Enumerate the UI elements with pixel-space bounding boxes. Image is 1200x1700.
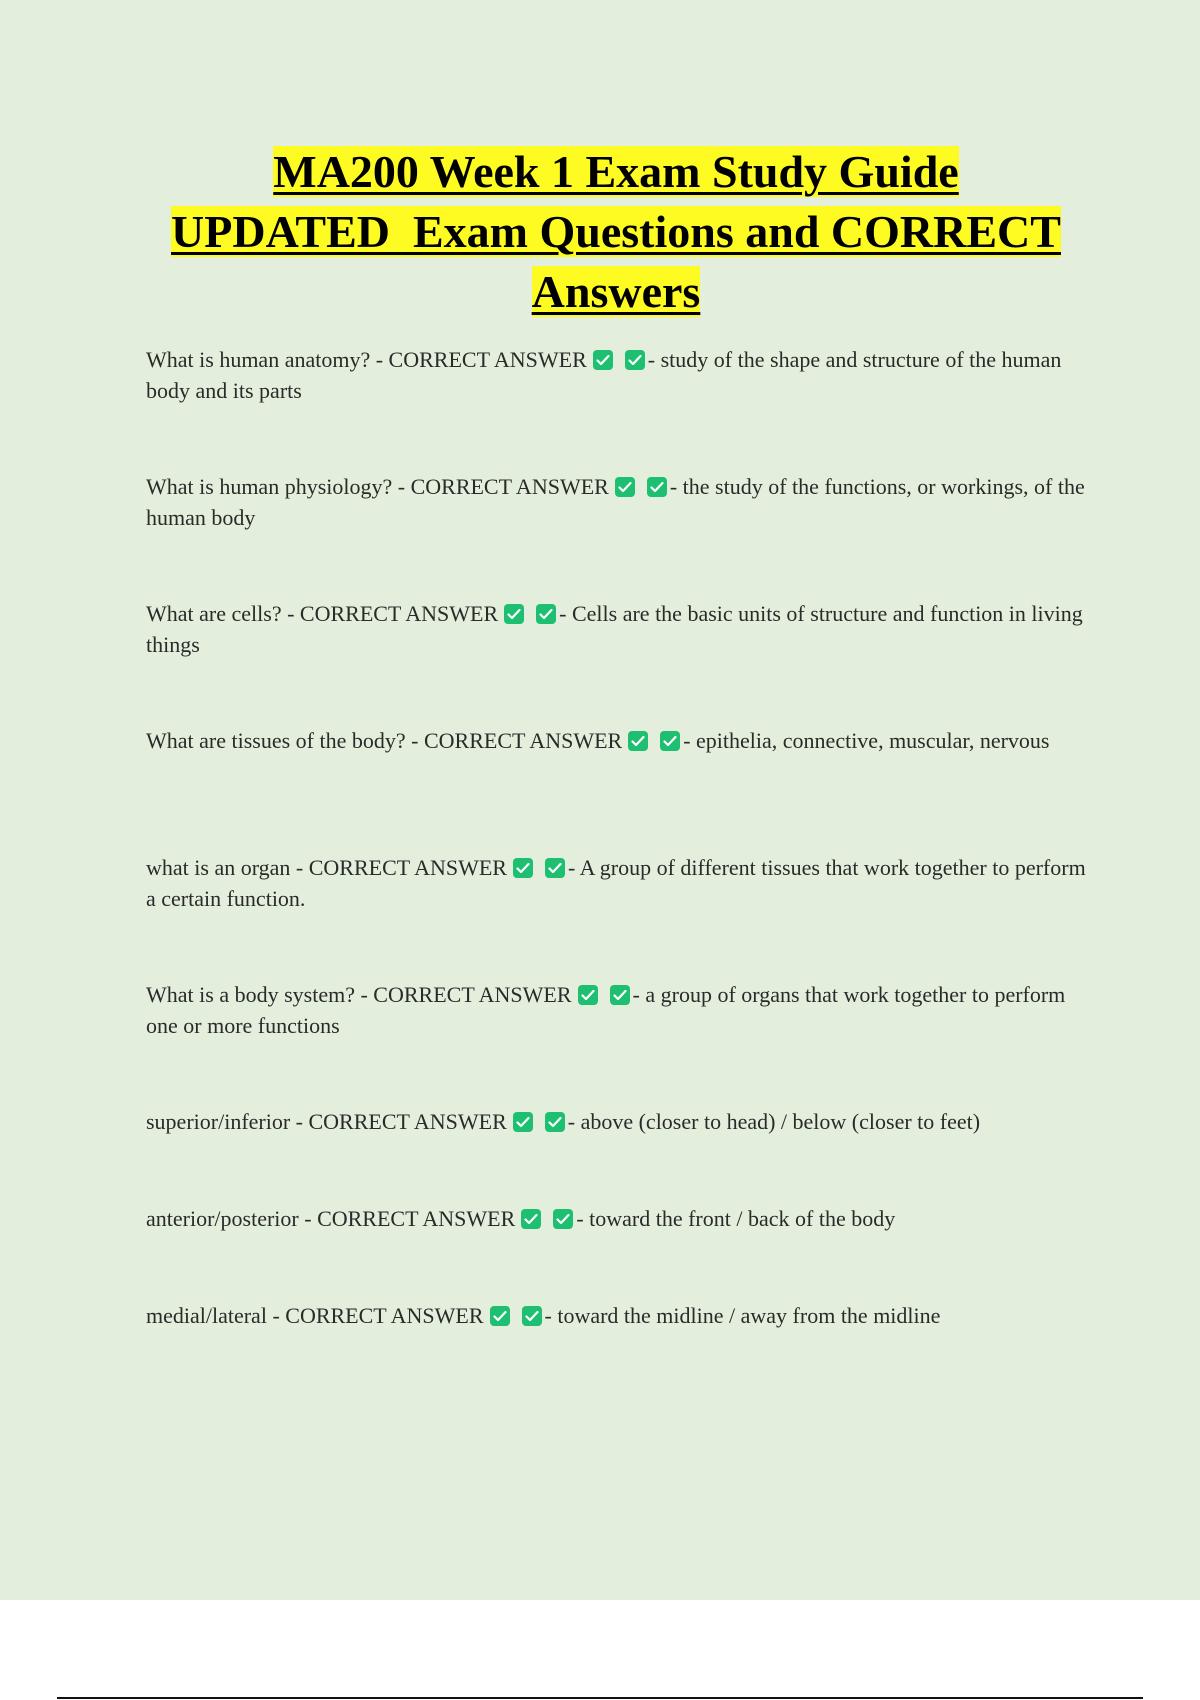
question-text: What is a body system? [146,982,355,1007]
answer-text: toward the midline / away from the midline [557,1303,941,1328]
answer-text: A group of different tissues that work together to perform a certain function. [146,855,1086,911]
question-text: What are tissues of the body? [146,728,406,753]
question-text: anterior/posterior [146,1206,299,1231]
title-line-3: Answers [531,266,701,317]
checkmark-icon [490,1306,510,1326]
qa-item: what is an organ - CORRECT ANSWER - A group of different tissues that work together to perform a certain function. [146,855,1086,911]
qa-item: What are cells? - CORRECT ANSWER - Cells are the basic units of structure and function in living things [146,601,1083,657]
checkmark-icon [647,477,667,497]
qa-item: What are tissues of the body? - CORRECT ANSWER - epithelia, connective, muscular, nervous [146,728,1050,753]
qa-item: What is human anatomy? - CORRECT ANSWER - study of the shape and structure of the human body and its parts [146,347,1062,403]
answer-text: toward the front / back of the body [589,1206,896,1231]
checkmark-icon [593,350,613,370]
checkmark-icon [504,604,524,624]
checkmark-icon [553,1209,573,1229]
question-text: What is human anatomy? [146,347,371,372]
qa-item: What is human physiology? - CORRECT ANSWER - the study of the functions, or workings, of the human body [146,474,1085,530]
answer-text: above (closer to head) / below (closer to feet) [580,1109,981,1134]
question-text: superior/inferior [146,1109,291,1134]
answer-text: study of the shape and structure of the human body and its parts [146,347,1062,403]
checkmark-icon [522,1306,542,1326]
answer-marker: CORRECT ANSWER [423,728,623,753]
checkmark-icon [536,604,556,624]
answer-marker: CORRECT ANSWER [285,1303,484,1328]
answer-text: Cells are the basic units of structure and function in living things [146,601,1083,657]
document-title [130,142,1102,322]
answer-marker: CORRECT ANSWER [317,1206,516,1231]
qa-item: What is a body system? - CORRECT ANSWER - a group of organs that work together to perform one or more functions [146,982,1066,1038]
checkmark-icon [625,350,645,370]
checkmark-icon [513,858,533,878]
answer-marker: CORRECT ANSWER [299,601,499,626]
checkmark-icon [545,1112,565,1132]
answer-text: a group of organs that work together to perform one or more functions [146,982,1066,1038]
title-line-2: UPDATED Exam Questions and CORRECT [171,206,1061,257]
answer-text: epithelia, connective, muscular, nervous [696,728,1050,753]
answer-marker: CORRECT ANSWER [308,1109,507,1134]
qa-item: medial/lateral - CORRECT ANSWER - toward the midline / away from the midline [146,1303,941,1328]
answer-text: the study of the functions, or workings, of the human body [146,474,1085,530]
checkmark-icon [660,731,680,751]
answer-marker: CORRECT ANSWER [373,982,572,1007]
question-text: medial/lateral [146,1303,267,1328]
footer-divider [57,1697,1143,1699]
question-text: What is human physiology? [146,474,393,499]
checkmark-icon [615,477,635,497]
qa-item: superior/inferior - CORRECT ANSWER - above (closer to head) / below (closer to feet) [146,1109,981,1134]
checkmark-icon [545,858,565,878]
title-line-1: MA200 Week 1 Exam Study Guide [273,146,959,197]
answer-marker: CORRECT ANSWER [410,474,609,499]
checkmark-icon [513,1112,533,1132]
checkmark-icon [521,1209,541,1229]
checkmark-icon [578,985,598,1005]
answer-marker: CORRECT ANSWER [308,855,507,880]
checkmark-icon [628,731,648,751]
qa-item: anterior/posterior - CORRECT ANSWER - toward the front / back of the body [146,1206,896,1231]
question-text: What are cells? [146,601,282,626]
answer-marker: CORRECT ANSWER [388,347,587,372]
checkmark-icon [610,985,630,1005]
question-text: what is an organ [146,855,291,880]
